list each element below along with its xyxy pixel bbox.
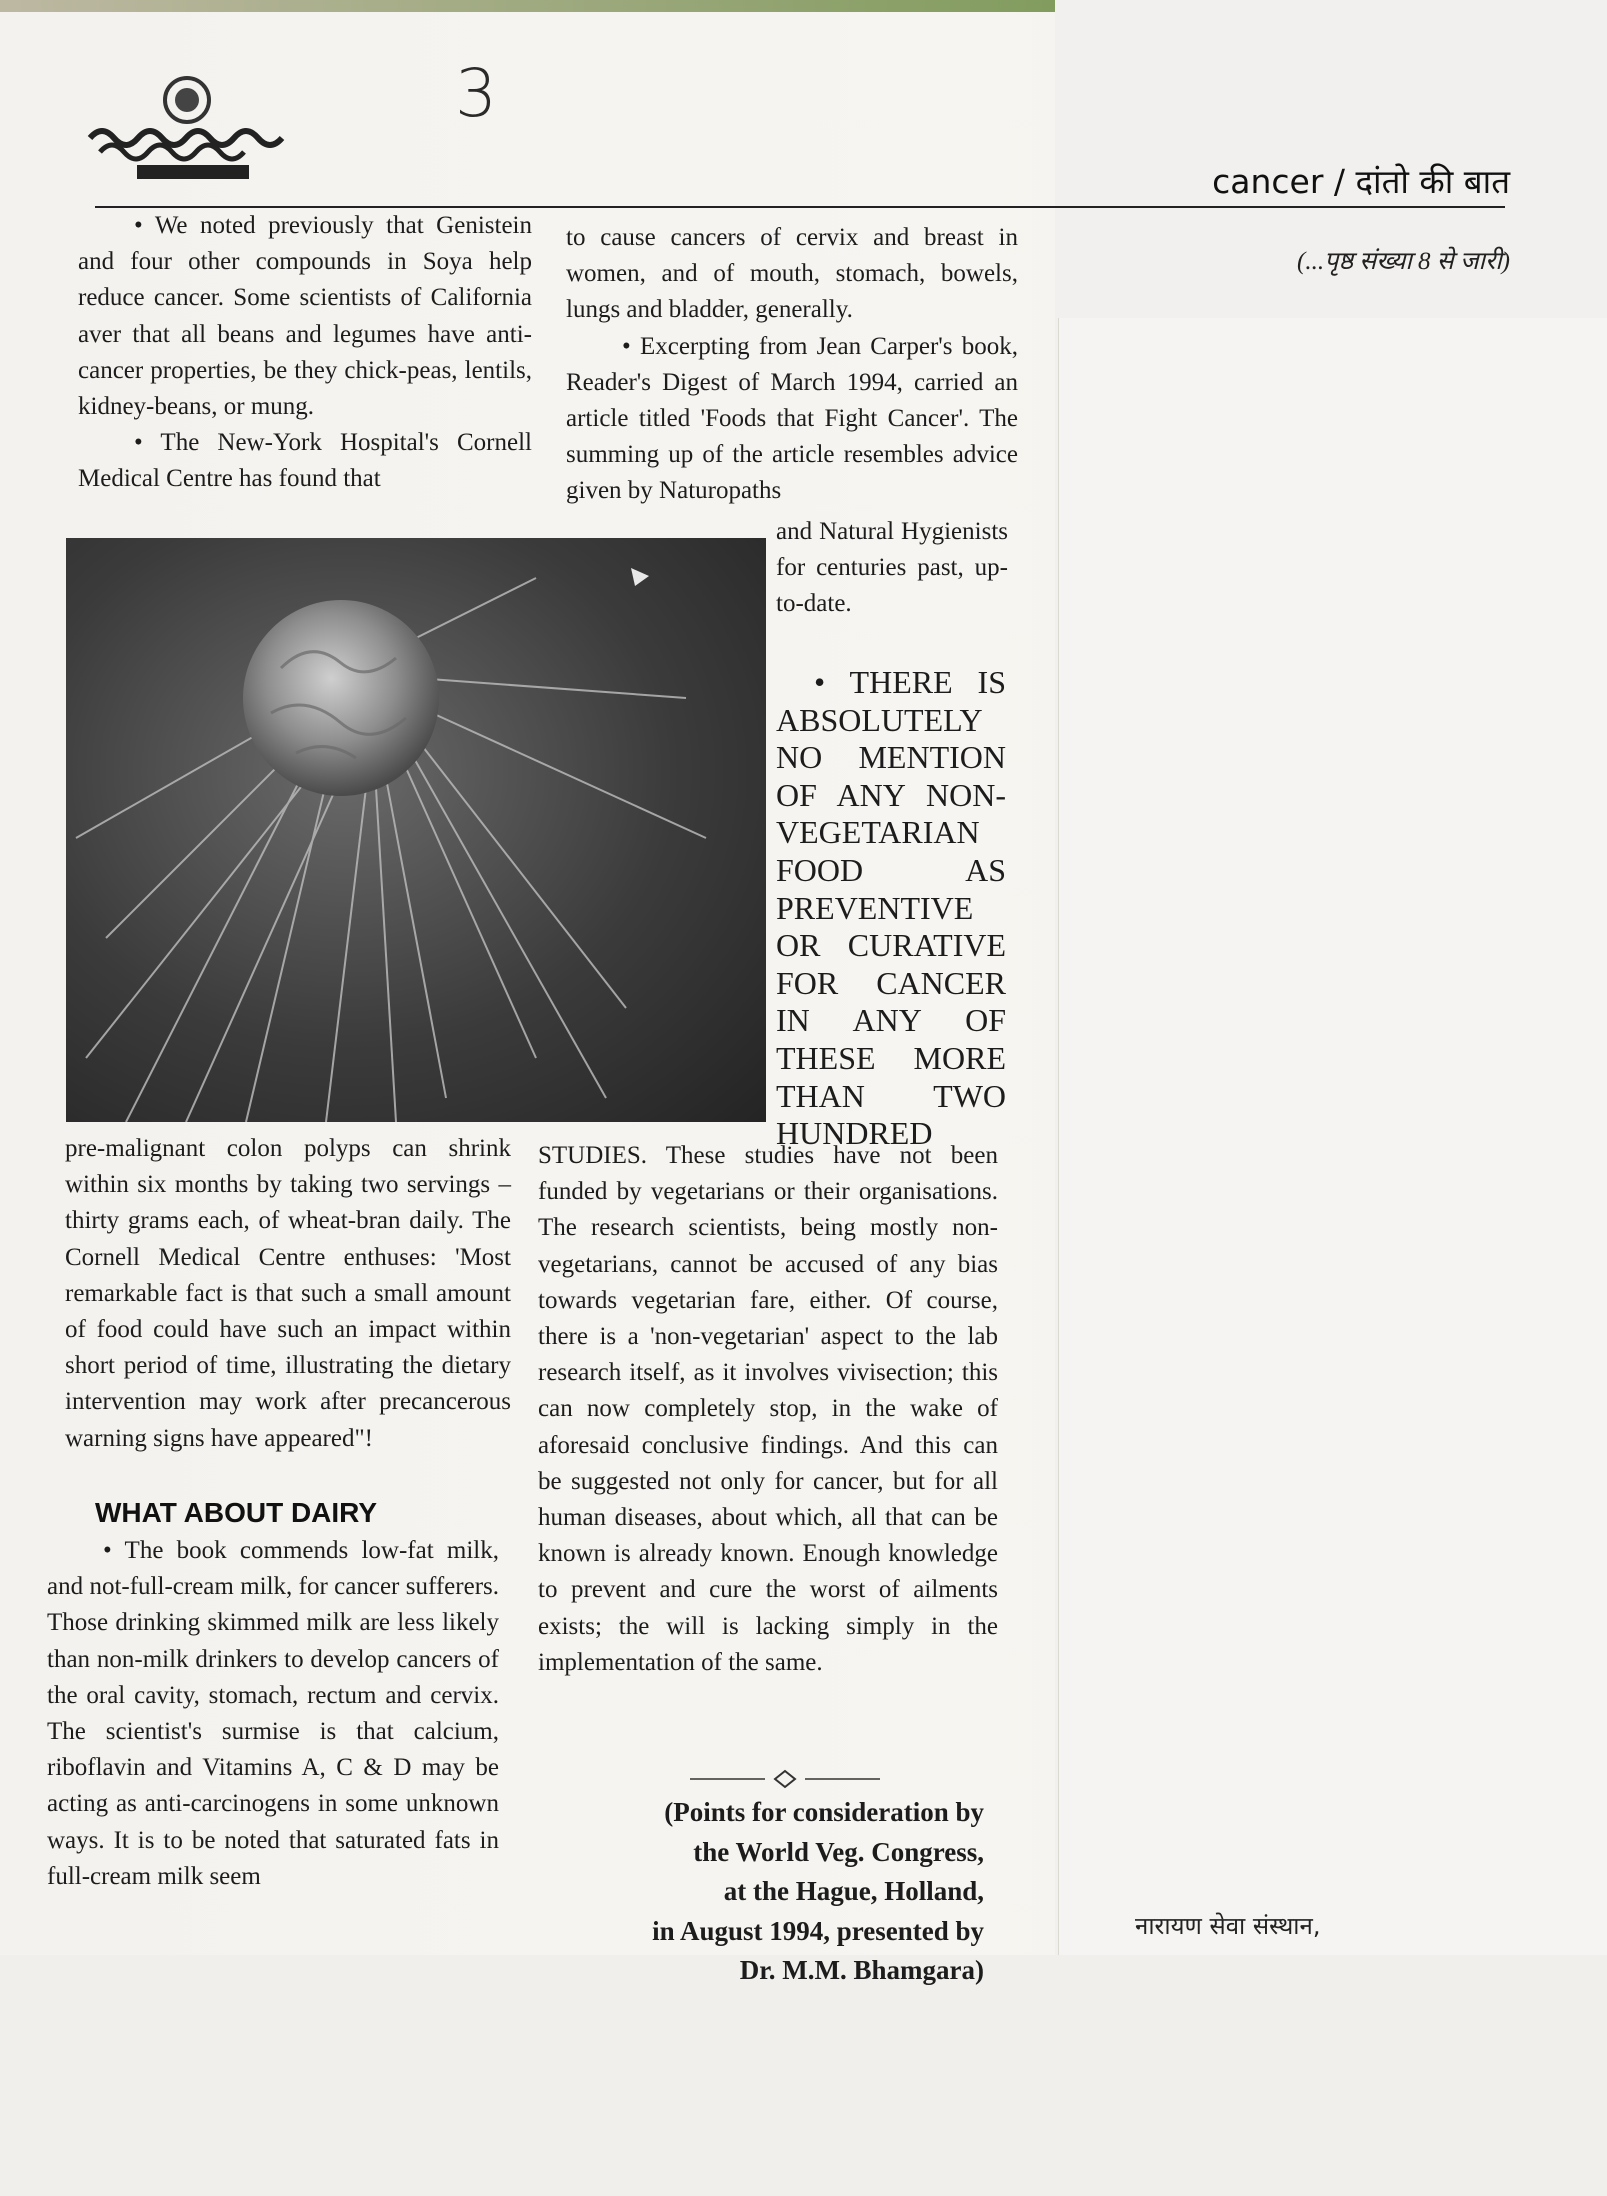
section-heading: WHAT ABOUT DAIRY [95,1497,378,1528]
paragraph-polyps: pre-malignant colon polyps can shrink within six months by taking two servings – thirty grams each, of wheat-bran daily. The Cornell Medical Centre enthuses: 'Most remarkable fact is that such a small amount of food could have such an impact within short period of time, illustrating the dietary intervention may work after precancerous warning signs have appeared"! [65,1135,511,1452]
credit-line: (Points for consideration by [664,1797,984,1827]
blank-bottom-margin [0,1955,1607,2196]
column2-top [566,220,1018,510]
column1-top [78,208,532,498]
author-credit [540,1793,984,1991]
diamond-divider-icon [690,1769,880,1789]
column1-bottom [47,1533,499,1895]
column2-beside-photo [776,514,1008,623]
credit-line: Dr. M.M. Bhamgara) [739,1955,984,1985]
cancer-cell-photo [66,538,766,1122]
footer-organisation: नारायण सेवा संस्थान, [1135,1912,1321,1940]
caps-statement-text: • THERE IS ABSOLUTELY NO MENTION OF ANY NON-VEGETARIAN FOOD AS PREVENTIVE OR CURATIVE FOR CANCER IN ANY OF THESE MORE THAN TWO HUNDRED [776,664,1006,1152]
paragraph-carper: • Excerpting from Jean Carper's book, Reader's Digest of March 1994, carried an article titled 'Foods that Fight Cancer'. The summing up of the article resembles advice given by Naturopaths [566,332,1018,505]
paragraph-hygienists: and Natural Hygienists for centuries past, up-to-date. [776,518,1008,618]
running-head: cancer / दांतो की बात [1212,162,1510,201]
handwritten-page-mark: 3 [455,55,497,132]
paragraph-dairy: • The book commends low-fat milk, and not-full-cream milk, for cancer sufferers. Those drinking skimmed milk are less likely than non-milk drinkers to develop cancers of the oral cavity, stomach, rectum and cervix. The scientist's surmise is that calcium, riboflavin and Vitamins A, C & D may be acting as anti-carcinogens in some unknown ways. It is to be noted that saturated fats in full-cream milk seem [47,1537,499,1890]
credit-line: in August 1994, presented by [652,1915,984,1946]
column1-mid [65,1131,511,1457]
paragraph-genistein: • We noted previously that Genistein and four other compounds in Soya help reduce cancer. Some scientists of California aver that all beans and legumes have anti-cancer properties, be they chick-peas, lentils, kidney-beans, or mung. [78,212,532,421]
credit-line: at the Hague, Holland, [723,1876,984,1906]
blank-inner-sheet [1058,318,1607,1958]
paragraph-studies: STUDIES. These studies have not been funded by vegetarians or their organisations. The research scientists, being mostly non-vegetarians, cannot be accused of any bias towards vegetarian fare, either. Of course, there is a 'non-vegetarian' aspect to the lab research itself, as it involves vivisection; this can now completely stop, in the wake of aforesaid conclusive findings. And this can be suggested not only for cancer, but for all human diseases, about which, all that can be known is already known. Enough knowledge to prevent and cure the worst of ailments exists; the will is lacking simply in the implementation of the same. [538,1142,998,1676]
paragraph-cancers: to cause cancers of cervix and breast in women, and of mouth, stomach, bowels, lungs and bladder, generally. [566,224,1018,324]
credit-line: the World Veg. Congress, [693,1836,984,1867]
continued-note: (...पृष्ठ संख्या 8 से जारी) [1297,248,1510,275]
paragraph-cornell: • The New-York Hospital's Cornell Medical Centre has found that [78,429,532,493]
cancer-cell-image [66,538,766,1122]
column2-bottom [538,1138,998,1681]
sun-waves-logo-icon [85,70,295,182]
caps-statement [776,664,1006,1153]
